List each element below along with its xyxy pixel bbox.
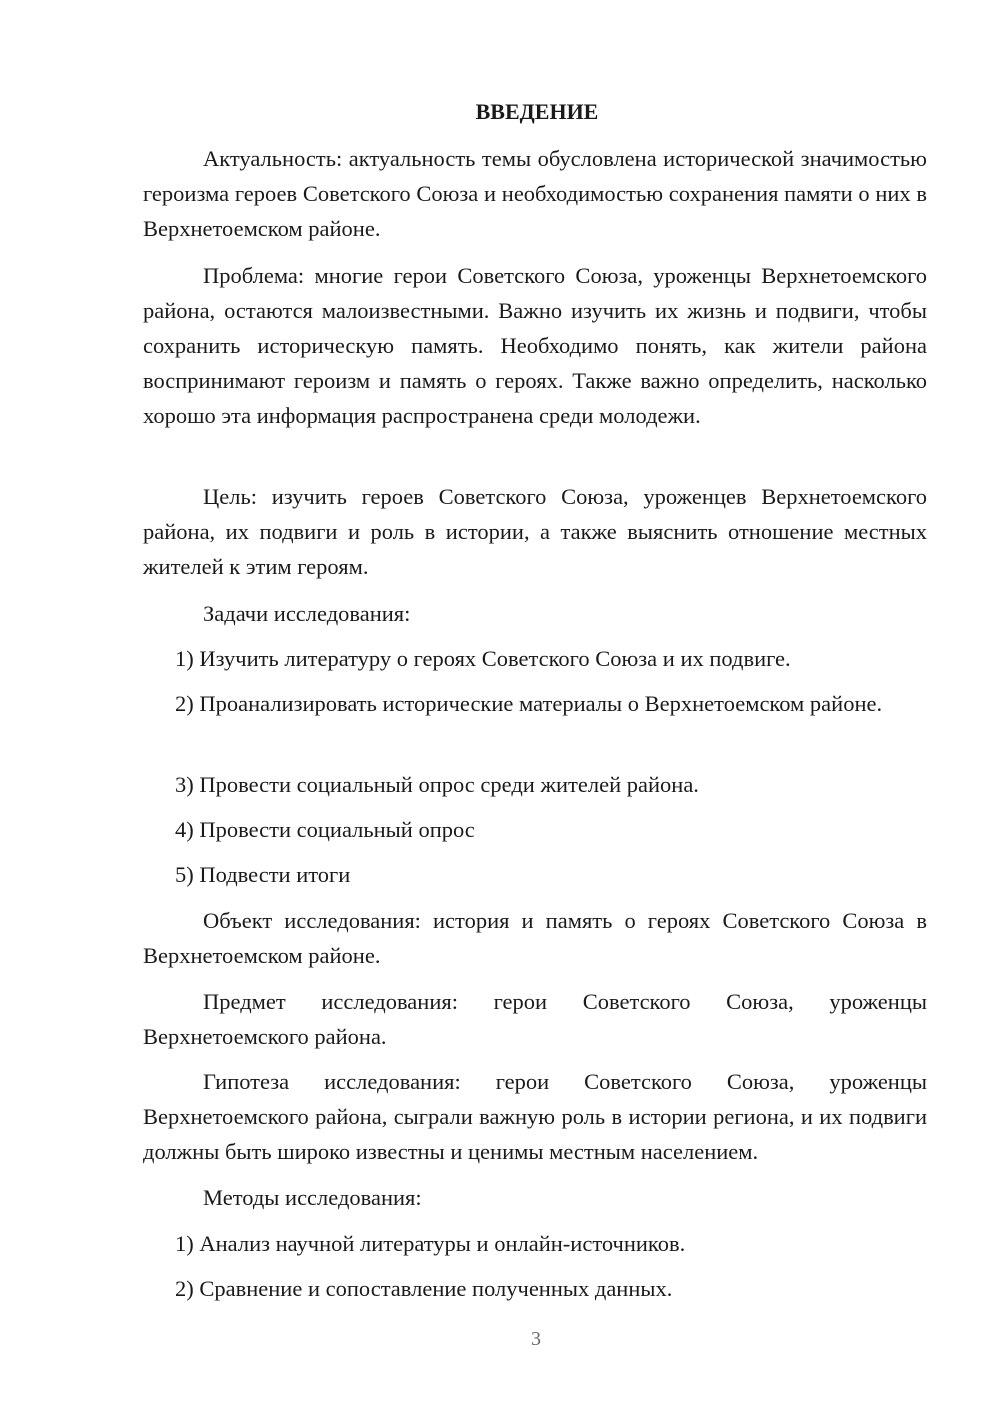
task-2-block bbox=[143, 686, 927, 721]
goal-paragraph-block bbox=[143, 479, 927, 584]
method-1-block bbox=[143, 1226, 927, 1261]
task-item-2: 2) Проанализировать исторические материалы о Верхнетоемском районе. bbox=[175, 691, 883, 716]
tasks-title: Задачи исследования: bbox=[203, 601, 411, 626]
task-1-block bbox=[143, 641, 927, 676]
hypothesis-paragraph-block bbox=[143, 1064, 927, 1169]
task-item-4: 4) Провести социальный опрос bbox=[175, 817, 475, 842]
relevance-paragraph-block bbox=[143, 141, 927, 246]
task-item-1: 1) Изучить литературу о героях Советского Союза и их подвиге. bbox=[175, 646, 791, 671]
object-paragraph: Объект исследования: история и память о героях Советского Союза в Верхнетоемском районе. bbox=[143, 908, 927, 968]
problem-paragraph-block bbox=[143, 258, 927, 433]
method-item-2: 2) Сравнение и сопоставление полученных данных. bbox=[175, 1276, 673, 1301]
task-4-block bbox=[143, 812, 927, 847]
method-item-1: 1) Анализ научной литературы и онлайн-источников. bbox=[175, 1231, 686, 1256]
page-number: 3 bbox=[531, 1328, 541, 1350]
object-paragraph-block bbox=[143, 903, 927, 973]
methods-title-block bbox=[143, 1180, 927, 1215]
subject-paragraph: Предмет исследования: герои Советского Союза, уроженцы Верхнетоемского района. bbox=[143, 989, 927, 1049]
task-5-block bbox=[143, 857, 927, 892]
relevance-paragraph: Актуальность: актуальность темы обусловлена исторической значимостью героизма героев Советского Союза и необходимостью сохранения памяти о них в Верхнетоемском районе. bbox=[143, 146, 927, 241]
subject-paragraph-block bbox=[143, 984, 927, 1054]
task-item-3: 3) Провести социальный опрос среди жителей района. bbox=[175, 772, 699, 797]
task-3-block bbox=[143, 767, 927, 802]
tasks-title-block bbox=[143, 596, 927, 631]
section-heading: ВВЕДЕНИЕ bbox=[475, 99, 599, 124]
goal-paragraph: Цель: изучить героев Советского Союза, уроженцев Верхнетоемского района, их подвиги и роль в истории, а также выяснить отношение местных жителей к этим героям. bbox=[143, 484, 927, 579]
problem-paragraph: Проблема: многие герои Советского Союза, уроженцы Верхнетоемского района, остаются малоизвестными. Важно изучить их жизнь и подвиги, чтобы сохранить историческую память. Необходимо понять, как жители района воспринимают героизм и память о героях. Также важно определить, насколько хорошо эта информация распространена среди молодежи. bbox=[143, 263, 927, 428]
hypothesis-paragraph: Гипотеза исследования: герои Советского Союза, уроженцы Верхнетоемского района, сыграли важную роль в истории региона, и их подвиги должны быть широко известны и ценимы местным населением. bbox=[143, 1069, 927, 1164]
task-item-5: 5) Подвести итоги bbox=[175, 862, 351, 887]
methods-title: Методы исследования: bbox=[203, 1185, 422, 1210]
method-2-block bbox=[143, 1271, 927, 1306]
